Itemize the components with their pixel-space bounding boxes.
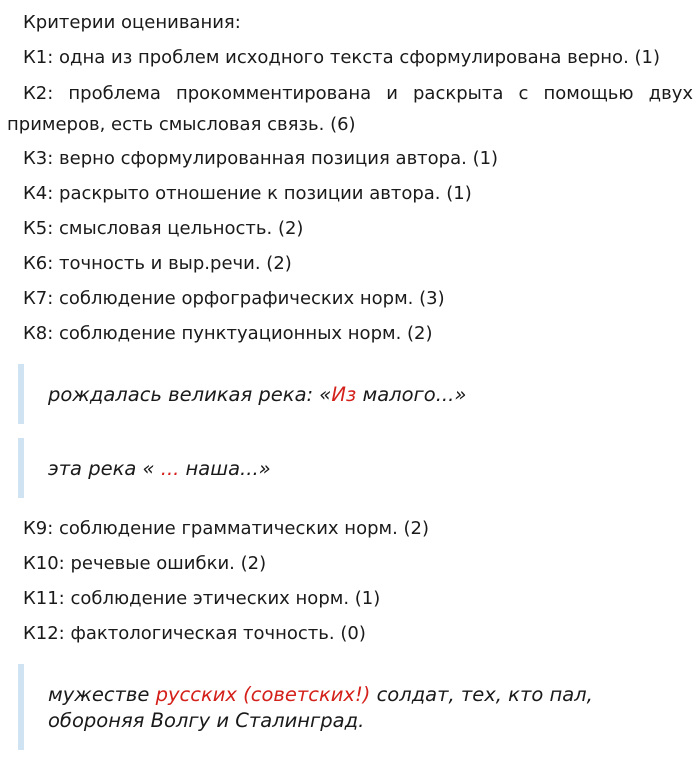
quote-text: рождалась великая река: «	[48, 383, 332, 406]
quote-block-1	[18, 364, 466, 424]
criterion-k3: К3: верно сформулированная позиция автора. (1)	[23, 148, 499, 169]
quote-text: мужестве	[48, 683, 156, 706]
criterion-k8: К8: соблюдение пунктуационных норм. (2)	[23, 323, 433, 344]
criteria-heading: Критерии оценивания:	[23, 12, 241, 33]
quote-block-3	[18, 664, 593, 750]
quote-highlight: Из	[331, 383, 357, 406]
quote-text: солдат, тех, кто пал,	[370, 683, 593, 706]
criterion-k7: К7: соблюдение орфографических норм. (3)	[23, 288, 445, 309]
criterion-k2: К2: проблема прокомментирована и раскрыта с помощью двух примеров, есть смысловая связь. (6)	[7, 83, 693, 135]
criterion-k12: К12: фактологическая точность. (0)	[23, 623, 366, 644]
quote-block-2	[18, 438, 271, 498]
criterion-k5: К5: смысловая цельность. (2)	[23, 218, 304, 239]
quote-text: наша...»	[179, 457, 271, 480]
quote-highlight: русских (советских!)	[155, 683, 371, 706]
criterion-k11: К11: соблюдение этических норм. (1)	[23, 588, 381, 609]
quote-highlight: ...	[160, 457, 180, 480]
quote-text: эта река «	[48, 457, 161, 480]
criterion-k6: К6: точность и выр.речи. (2)	[23, 253, 292, 274]
quote-line	[48, 682, 593, 708]
criterion-k9: К9: соблюдение грамматических норм. (2)	[23, 518, 430, 539]
quote-text: малого...»	[356, 383, 467, 406]
criterion-k1: К1: одна из проблем исходного текста сформулирована верно. (1)	[23, 47, 661, 68]
quote-line: обороняя Волгу и Сталинград.	[48, 709, 365, 732]
criterion-k4: К4: раскрыто отношение к позиции автора. (1)	[23, 183, 472, 204]
criterion-k10: К10: речевые ошибки. (2)	[23, 553, 267, 574]
